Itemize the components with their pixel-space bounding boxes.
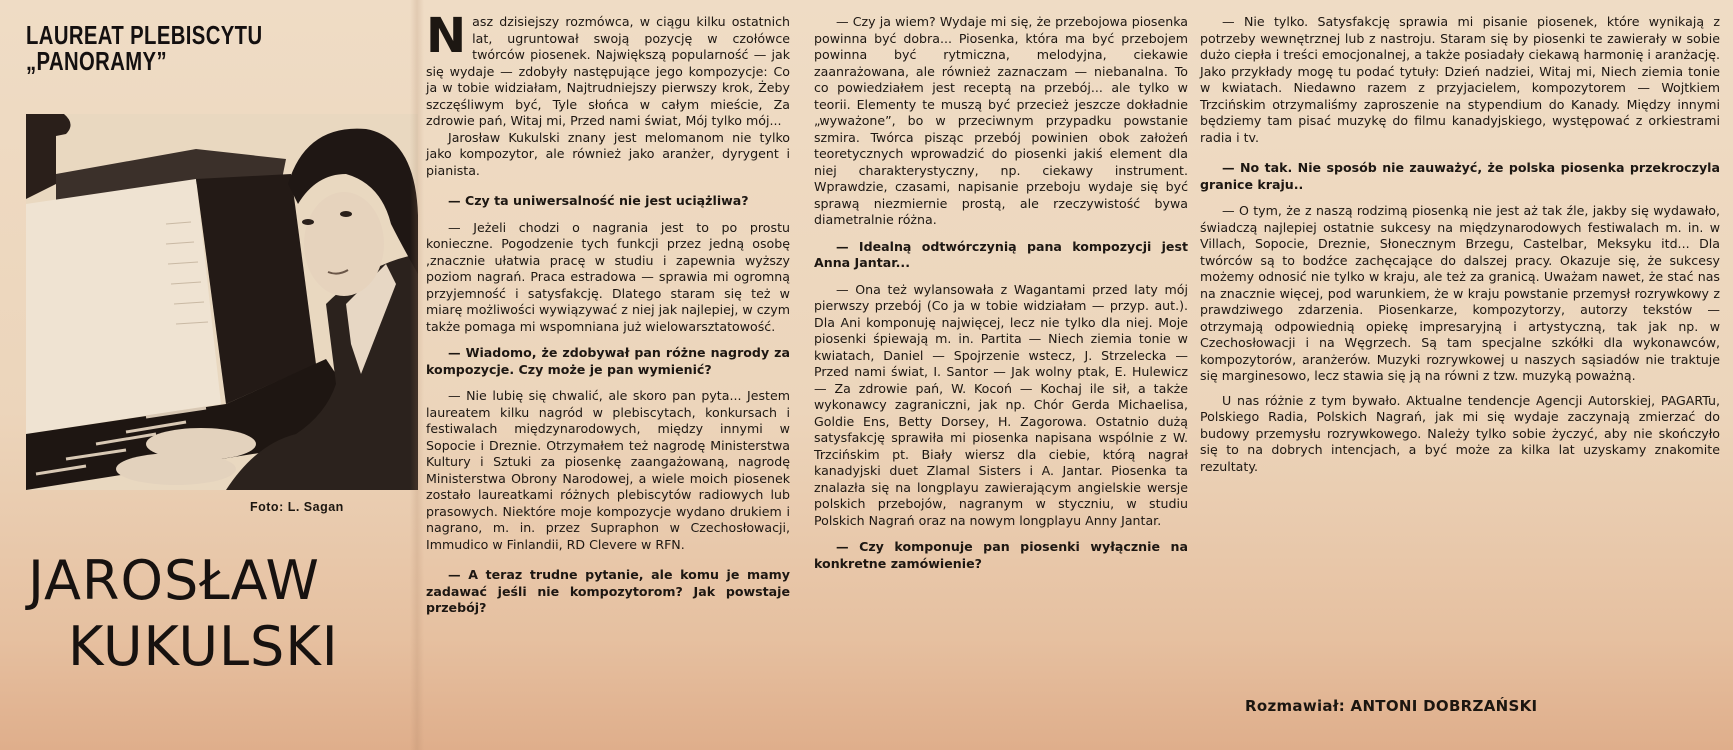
answer-3: — Czy ja wiem? Wydaje mi się, że przebojowa piosenka powinna być dobra... Piosenka, która ma być przebojem powinna być rytmiczna, melodyjna, ciekawie zaanrażowana, ale również zaznaczam — niebanalna. To co powiedziałem jest receptą na przebój... ale tylko w teorii. Elementy te muszą być przecież jeszcze dokładnie „wyważone”, bo w przeciwnym przypadku powstanie szmira. Twórca pisząc przebój powinien obok założeń teoretycznych wprowadzić do piosenki jakiś element dla niej charakterystyczny, np. ciekawy instrument. Wprawdzie, czasami, napisanie przeboju wydaje się być sprawą niezmiernie prostą, ale rzeczywistość bywa diametralnie różna. <box>814 14 1188 227</box>
headline-last-name: KUKULSKI <box>68 615 339 678</box>
answer-2: — Nie lubię się chwalić, ale skoro pan pyta... Jestem laureatem kilku nagród w plebiscytach, konkursach i festiwalach międzynarodowych, między innymi w Sopocie i Dreznie. Otrzymałem też nagrodę Ministerstwa Kultury i Sztuki za piosenkę zaangażowaną, nagrodę Ministerstwa Obrony Narodowej, a wiele moich piosenek zostało laureatkami różnych plebiscytów radiowych lub prasowych. Niektóre moje kompozycje wydano drukiem i nagrano, m. in. przez Supraphon w Czechosłowacji, Immudico w Finlandii, RD Clevere w RFN. <box>426 388 790 552</box>
question-5: — Czy komponuje pan piosenki wyłącznie na konkretne zamówienie? <box>814 539 1188 571</box>
left-panel <box>0 0 418 750</box>
article-column-1 <box>426 8 790 627</box>
portrait-photo <box>26 114 418 490</box>
question-3: — A teraz trudne pytanie, ale komu je mamy zadawać jeśli nie kompozytorom? Jak powstaje przebój? <box>426 567 790 615</box>
interviewer-signoff: Rozmawiał: ANTONI DOBRZAŃSKI <box>1245 697 1538 715</box>
question-1: — Czy ta uniwersalność nie jest uciążliwa? <box>448 193 749 208</box>
question-2: — Wiadomo, że zdobywał pan różne nagrody za kompozycje. Czy może je pan wymienić? <box>426 345 790 377</box>
kicker-line-2: „PANORAMY” <box>26 46 167 76</box>
intro-paragraph-2: Jarosław Kukulski znany jest melomanom nie tylko jako kompozytor, ale również jako aranżer, dyrygent i pianista. <box>426 129 790 178</box>
answer-6-continued: U nas różnie z tym bywało. Aktualne tendencje Agencji Autorskiej, PAGARTu, Polskiego Radia, Polskich Nagrań, jak mi się wydaje zaczynają zmierzać do budowy przemysłu rozrywkowego. Należy tylko sobie życzyć, aby nie skończyło się to na dobrych intencjach, a być może za kilka lat uzyskamy znakomite rezultaty. <box>1200 392 1720 474</box>
answer-1: — Jeżeli chodzi o nagrania jest to po prostu konieczne. Pogodzenie tych funkcji przez jedną osobę ,znacznie ułatwia pracę w studiu i zapewnia wyższy poziom nagrań. Praca estradowa — sprawia mi ogromną przyjemność i satysfakcję. Dlatego staram się też w miarę możliwości wywiązywać z niej jak najlepiej, w czym także pomaga mi wspomniana już wielowarsztatowość. <box>426 219 790 334</box>
headline-name <box>28 548 339 680</box>
headline-first-name: JAROSŁAW <box>28 549 320 612</box>
question-6: — No tak. Nie sposób nie zauważyć, że polska piosenka przekroczyla granice kraju.. <box>1200 160 1720 192</box>
article-column-3 <box>1200 14 1720 475</box>
photo-credit: Foto: L. Sagan <box>250 500 344 514</box>
answer-5: — Nie tylko. Satysfakcję sprawia mi pisanie piosenek, które wynikają z potrzeby wewnętrznej lub z nastroju. Staram się by piosenki te zawierały w sobie dużo ciepła i treści emocjonalnej, a także posiadały ciekawą harmonię i aranżację. Jako przykłady mogę tu podać tytuły: Dzień nadziei, Witaj mi, Niech ziemia tonie w kwiatach. Niedawno razem z przyjacielem, kompozytorem — Wojtkiem Trzcińskim otrzymaliśmy zaproszenie na stypendium do Kanady. Między innymi będziemy tam pisać muzykę do filmu kanadyjskiego, występować z orkiestrami radia i tv. <box>1200 14 1720 145</box>
answer-6: — O tym, że z naszą rodzimą piosenką nie jest aż tak źle, jakby się wydawało, świadczą najlepiej ostatnie sukcesy na międzynarodowych festiwalach m. in. w Villach, Sopocie, Dreznie, Słonecznym Brzegu, Castelbar, Meksyku itd... Dla twórców są to bodźce zachęcające do dalszej pracy. Okazuje się, że sukcesy możemy odnosić nie tylko w kraju, ale też za granicą. Uważam nawet, że stać nas na znacznie więcej, pod warunkiem, że w kraju powstanie przemysł rozrywkowy z prawdziwego zdarzenia. Piosenkarze, kompozytorzy, autorzy tekstów — otrzymają odpowiednią opiekę impresaryjną i artystyczną, tak jak np. w Czechosłowacji i na Węgrzech. Są tam specjalne szkółki dla wykonawców, kompozytorów, aranżerów. Muzyki rozrywkowej u naszych sąsiadów nie traktuje się marginesowo, lecz stawia się ją na równi z tzw. muzyką poważną. <box>1200 203 1720 383</box>
kicker-heading <box>26 22 262 74</box>
kicker-line-1: LAUREAT PLEBISCYTU <box>26 20 263 50</box>
answer-4: — Ona też wylansowała z Wagantami przed laty mój pierwszy przebój (Co ja w tobie widziałam — przyp. aut.). Dla Ani komponuję najwięcej, lecz nie tylko dla niej. Moje piosenki śpiewają m. in. Partita — Niech ziemia tonie w kwiatach, Daniel — Spojrzenie wstecz, J. Strzelecka — Przed nami świat, I. Santor — Jak wolny ptak, E. Hulewicz — Za zdrowie pań, W. Kocoń — Kochaj ile sił, a także wykonawcy zagraniczni, jak np. Chór Gerda Michaelisa, Goldie Ens, Betty Dorsey, H. Zagorowa. Ostatnio dużą satysfakcję sprawiła mi piosenka napisana wspólnie z W. Trzcińskim pt. Biały wiersz dla ciebie, którą nagrał kanadyjski duet Zlamal Sisters i A. Jantar. Piosenka ta znalazła się na longplayu zawierającym angielskie wersje polskich przebojów, nagranym w styczniu, w studiu Polskich Nagrań oraz na nowym longplayu Anny Jantar. <box>814 281 1188 528</box>
intro-paragraph: Nasz dzisiejszy rozmówca, w ciągu kilku ostatnich lat, ugruntował swoją pozycję w czołówce twórców piosenek. Największą popularność — jak się wydaje — zdobyły następujące jego kompozycje: Co ja w tobie widziałam, Najtrudniejszy pierwszy krok, Żeby szczęśliwym być, Tyle słońca w całym mieście, Za zdrowie pań, Witaj mi, Przed nami świat, Mój tylko mój... <box>426 8 790 128</box>
photo-illustration <box>26 114 418 490</box>
dropcap: N <box>426 8 467 64</box>
page-gutter <box>410 0 424 750</box>
question-4: — Idealną odtwórczynią pana kompozycji jest Anna Jantar... <box>814 238 1188 270</box>
article-column-2 <box>814 14 1188 582</box>
